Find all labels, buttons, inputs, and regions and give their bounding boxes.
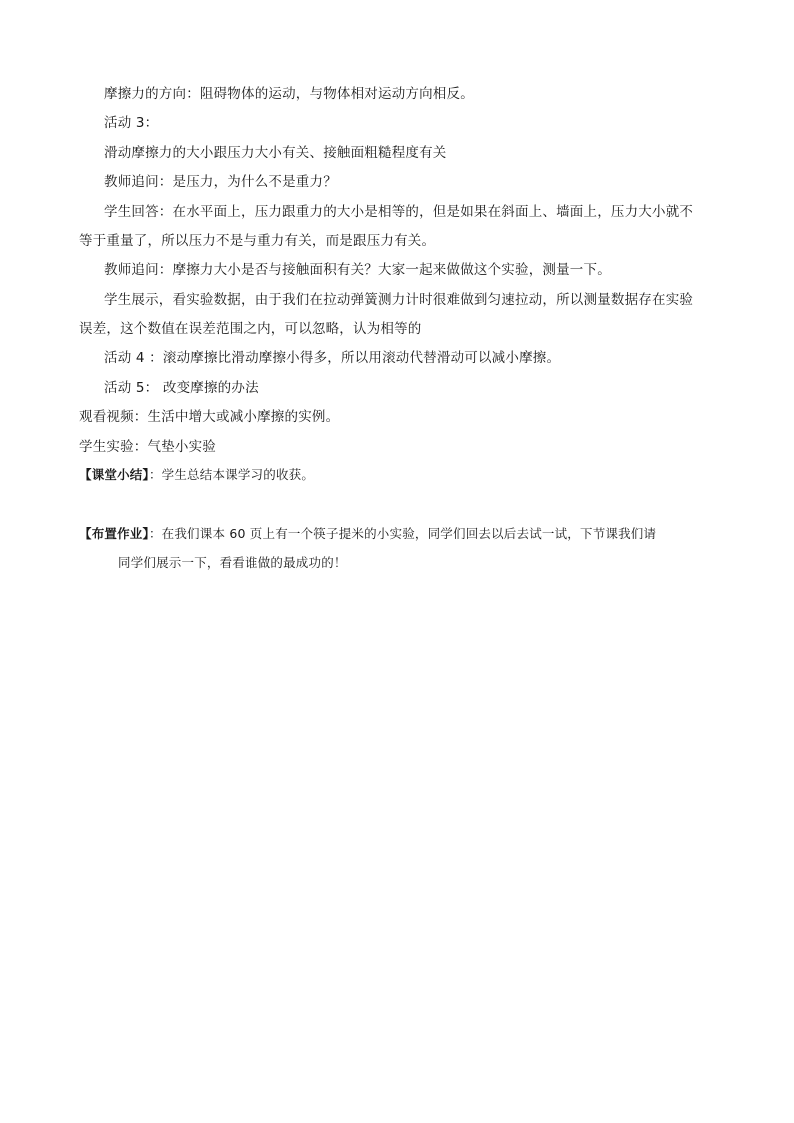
paragraph-activity-3: 活动 3：	[104, 115, 159, 131]
paragraph-sliding-friction: 滑动摩擦力的大小跟压力大小有关、接触面粗糙程度有关	[104, 145, 447, 161]
class-summary-label: 【课堂小结】	[79, 467, 149, 482]
homework	[79, 524, 656, 544]
paragraph-activity-4: 活动 4 ：滚动摩擦比滑动摩擦小得多，所以用滚动代替滑动可以减小摩擦。	[104, 350, 561, 366]
paragraph-student-answer: 学生回答：在水平面上，压力跟重力的大小是相等的，但是如果在斜面上、墙面上，压力大小就不	[104, 204, 694, 220]
paragraph-teacher-question-2: 教师追问：摩擦力大小是否与接触面积有关？大家一起来做做这个实验，测量一下。	[104, 262, 611, 278]
paragraph-student-display: 学生展示，看实验数据，由于我们在拉动弹簧测力计时很难做到匀速拉动，所以测量数据存在实验	[104, 292, 694, 308]
paragraph-student-answer-cont: 等于重量了，所以压力不是与重力有关，而是跟压力有关。	[79, 233, 436, 249]
homework-text: ：在我们课本 60 页上有一个筷子提米的小实验，同学们回去以后去试一试，下节课我们请	[148, 526, 657, 541]
class-summary-text: ：学生总结本课学习的收获。	[148, 467, 315, 482]
paragraph-watch-video: 观看视频：生活中增大或减小摩擦的实例。	[79, 409, 340, 425]
class-summary	[79, 465, 314, 485]
paragraph-student-experiment: 学生实验：气垫小实验	[79, 439, 216, 455]
homework-label: 【布置作业】	[79, 526, 149, 541]
paragraph-student-display-cont: 误差，这个数值在误差范围之内，可以忽略，认为相等的	[79, 321, 422, 337]
homework-continuation: 同学们展示一下，看看谁做的最成功的！	[118, 555, 347, 570]
paragraph-teacher-question-1: 教师追问：是压力，为什么不是重力？	[104, 174, 337, 190]
paragraph-friction-direction: 摩擦力的方向：阻碍物体的运动，与物体相对运动方向相反。	[104, 86, 474, 102]
paragraph-activity-5: 活动 5： 改变摩擦的办法	[104, 380, 259, 396]
